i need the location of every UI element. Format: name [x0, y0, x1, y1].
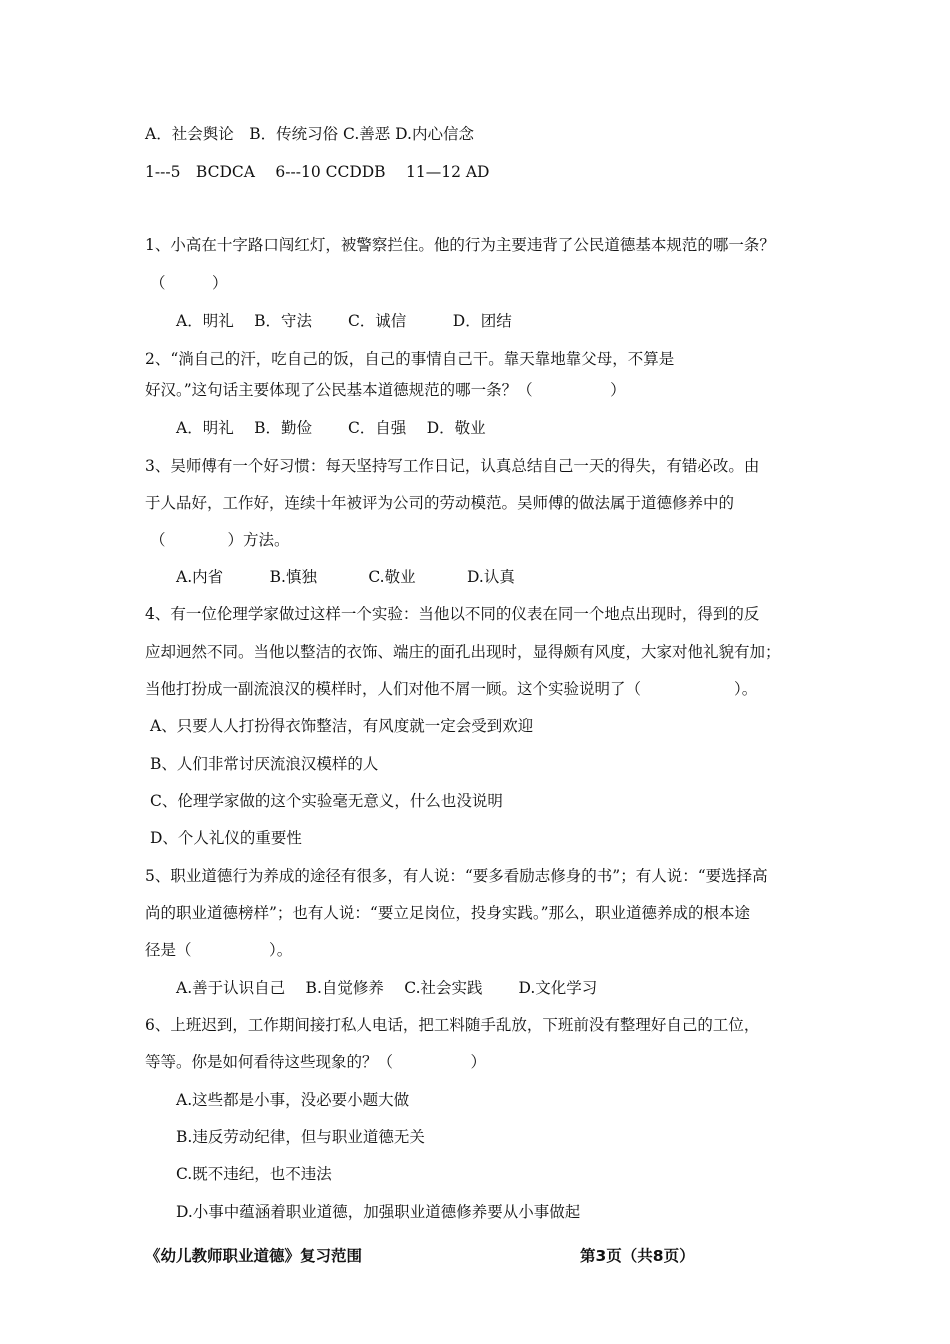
question-6-option-a: A.这些都是小事，没必要小题大做	[176, 1091, 410, 1109]
footer-document-title: 《幼儿教师职业道德》复习范围	[145, 1247, 363, 1265]
question-5-stem-line-2: 尚的职业道德榜样”；也有人说：“要立足岗位，投身实践。”那么，职业道德养成的根本途	[145, 904, 751, 922]
question-3-stem-line-3: （ ）方法。	[150, 531, 290, 549]
question-1-blank: （ ）	[150, 274, 228, 292]
question-4-option-a: A、只要人人打扮得衣饰整洁，有风度就一定会受到欢迎	[150, 717, 534, 735]
question-4-stem-line-1: 4、有一位伦理学家做过这样一个实验：当他以不同的仪表在同一个地点出现时，得到的反	[145, 605, 760, 623]
prev-question-options: A．社会舆论 B．传统习俗 C.善恶 D.内心信念	[145, 125, 474, 143]
question-6-stem-line-1: 6、上班迟到，工作期间接打私人电话，把工料随手乱放，下班前没有整理好自己的工位，	[145, 1016, 760, 1034]
question-4-stem-line-3: 当他打扮成一副流浪汉的模样时，人们对他不屑一顾。这个实验说明了（ ）。	[145, 680, 758, 698]
question-2-options: A．明礼 B．勤俭 C．自强 D．敬业	[176, 419, 486, 437]
question-5-options: A.善于认识自己 B.自觉修养 C.社会实践 D.文化学习	[176, 979, 598, 997]
question-2-stem-line-2: 好汉。”这句话主要体现了公民基本道德规范的哪一条？（ ）	[145, 381, 626, 399]
question-5-stem-line-1: 5、职业道德行为养成的途径有很多，有人说：“要多看励志修身的书”；有人说：“要选择高	[145, 867, 768, 885]
question-4-option-d: D、个人礼仪的重要性	[150, 829, 302, 847]
question-1-options: A．明礼 B．守法 C．诚信 D．团结	[176, 312, 512, 330]
question-6-stem-line-2: 等等。你是如何看待这些现象的？（ ）	[145, 1053, 487, 1071]
footer-page-number: 第3页（共8页）	[580, 1247, 695, 1265]
answer-key: 1---5 BCDCA 6---10 CCDDB 11—12 AD	[145, 163, 490, 181]
question-4-option-b: B、人们非常讨厌流浪汉模样的人	[150, 755, 379, 773]
question-3-stem-line-1: 3、吴师傅有一个好习惯：每天坚持写工作日记，认真总结自己一天的得失，有错必改。由	[145, 457, 760, 475]
question-6-option-d: D.小事中蕴涵着职业道德，加强职业道德修养要从小事做起	[176, 1203, 581, 1221]
question-6-option-b: B.违反劳动纪律，但与职业道德无关	[176, 1128, 425, 1146]
question-6-option-c: C.既不违纪，也不违法	[176, 1165, 332, 1183]
question-1-stem-line-1: 1、小高在十字路口闯红灯，被警察拦住。他的行为主要违背了公民道德基本规范的哪一条？	[145, 236, 775, 254]
question-4-stem-line-2: 应却迥然不同。当他以整洁的衣饰、端庄的面孔出现时，显得颇有风度，大家对他礼貌有加；	[145, 643, 781, 661]
question-3-stem-line-2: 于人品好，工作好，连续十年被评为公司的劳动模范。吴师傅的做法属于道德修养中的	[145, 494, 735, 512]
question-2-stem-line-1: 2、“淌自己的汗，吃自己的饭，自己的事情自己干。靠天靠地靠父母，不算是	[145, 350, 675, 368]
question-3-options: A.内省 B.慎独 C.敬业 D.认真	[176, 568, 515, 586]
question-5-stem-line-3: 径是（ ）。	[145, 941, 293, 959]
question-4-option-c: C、伦理学家做的这个实验毫无意义，什么也没说明	[150, 792, 503, 810]
